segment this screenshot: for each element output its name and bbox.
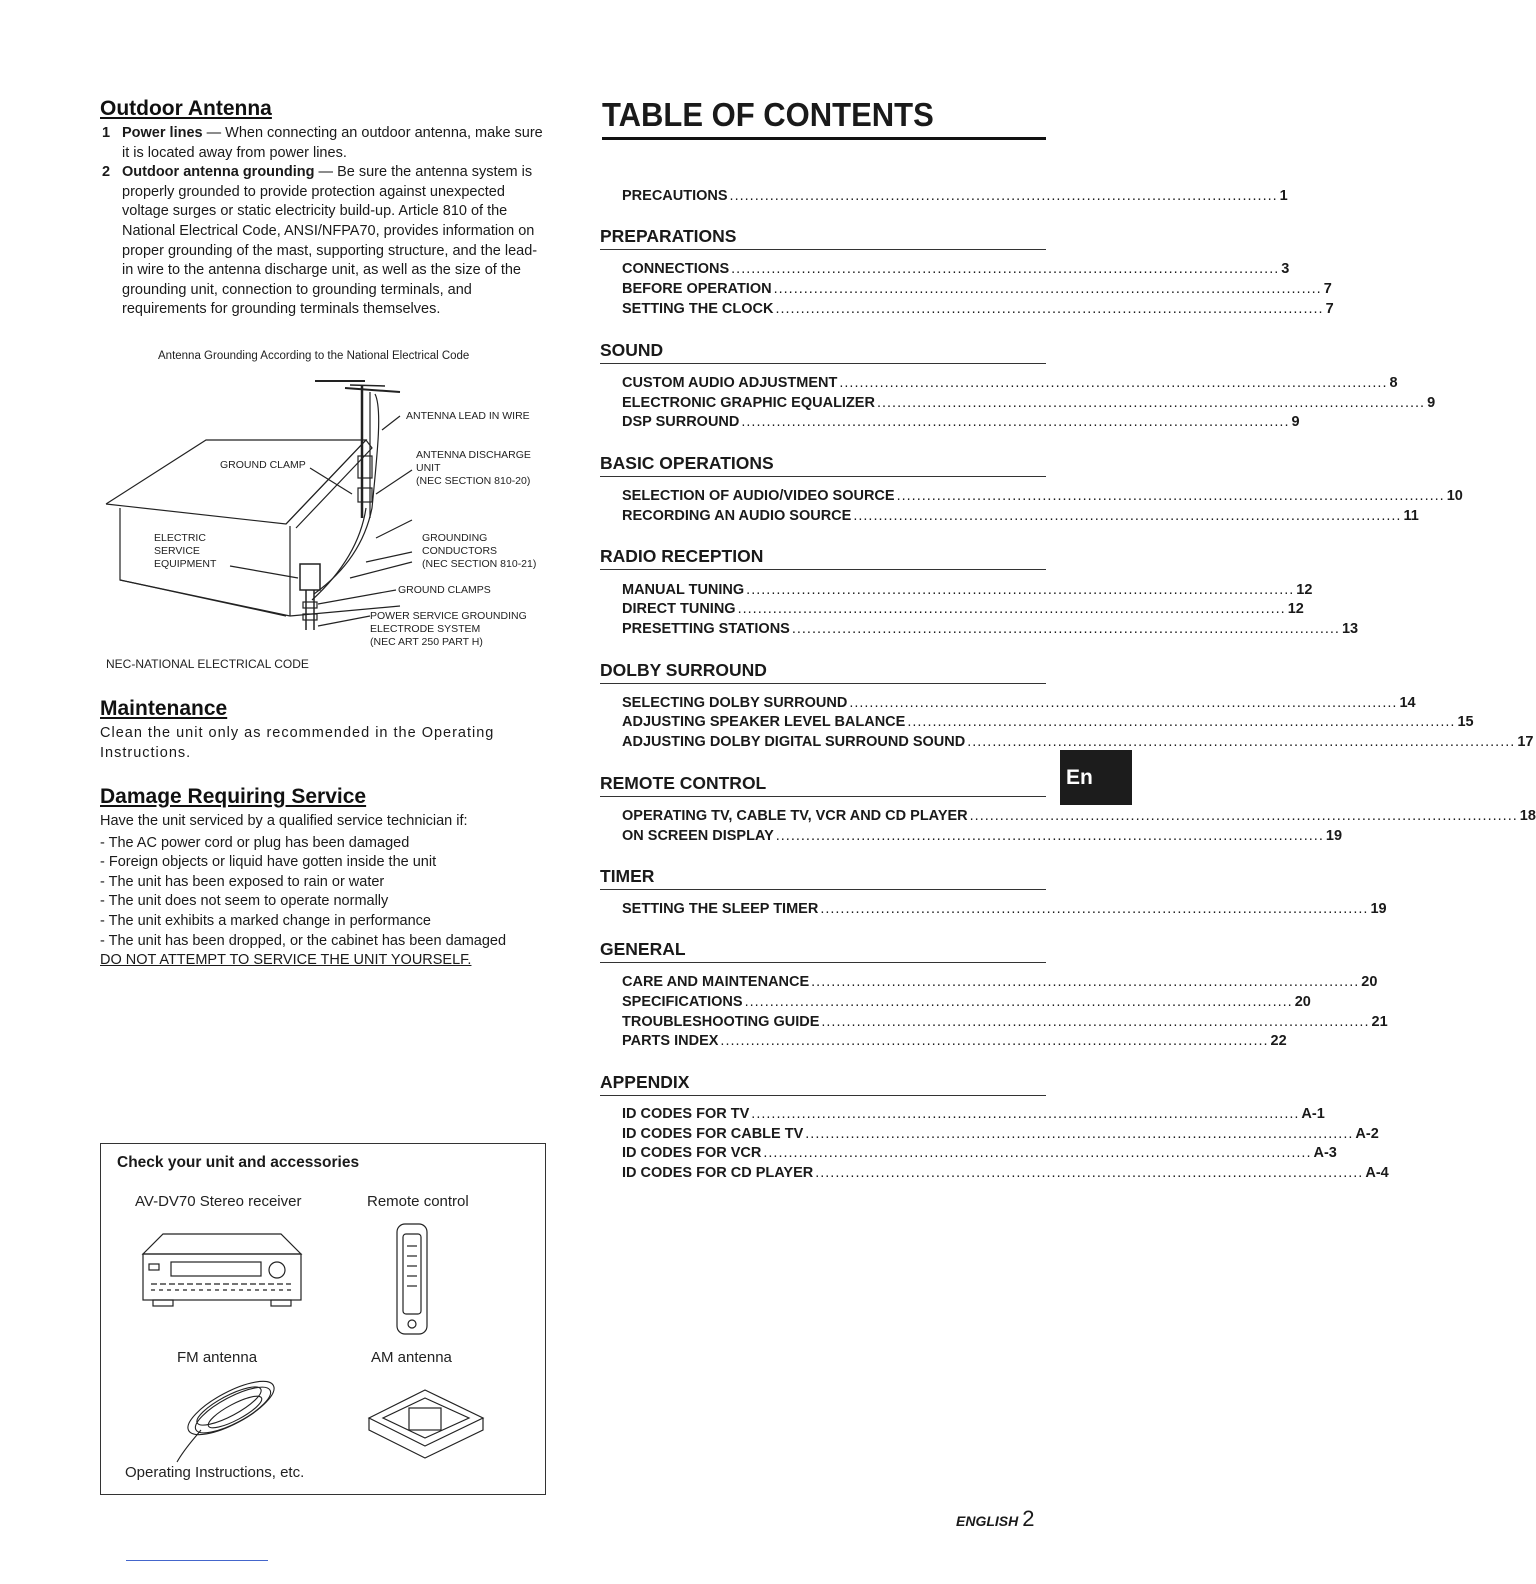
damage-title: Damage Requiring Service bbox=[100, 785, 367, 808]
outdoor-antenna-title: Outdoor Antenna bbox=[100, 97, 272, 120]
fm-antenna-image bbox=[171, 1378, 291, 1464]
dot-leader: ............................................................................................................. bbox=[876, 395, 1426, 411]
toc-heading-remote-control: REMOTE CONTROL bbox=[600, 772, 1046, 797]
label-power-2: ELECTRODE SYSTEM bbox=[370, 623, 481, 635]
toc-entry[interactable] bbox=[622, 506, 1419, 526]
label-lead-in-wire: ANTENNA LEAD IN WIRE bbox=[406, 410, 530, 422]
toc-entry[interactable] bbox=[622, 619, 1359, 639]
toc-entry[interactable] bbox=[622, 580, 1313, 600]
dot-leader: ............................................................................................................. bbox=[791, 621, 1340, 637]
outdoor-antenna-list bbox=[100, 124, 548, 320]
toc-entry-title: TROUBLESHOOTING GUIDE bbox=[622, 1014, 820, 1030]
toc-entry[interactable] bbox=[622, 1163, 1389, 1183]
toc-entry-page: 7 bbox=[1323, 281, 1332, 297]
toc-entry-title: ID CODES FOR TV bbox=[622, 1106, 750, 1122]
toc-entry[interactable] bbox=[622, 899, 1387, 919]
toc-entry-title: OPERATING TV, CABLE TV, VCR AND CD PLAYER bbox=[622, 808, 968, 824]
toc-entry[interactable] bbox=[622, 826, 1343, 846]
toc-title-rule bbox=[602, 137, 1046, 140]
dot-leader: ............................................................................................................. bbox=[741, 414, 1290, 430]
toc-entry-page: 20 bbox=[1294, 994, 1311, 1010]
list-item bbox=[100, 124, 548, 163]
dot-leader: ............................................................................................................. bbox=[820, 901, 1369, 917]
bottom-rule bbox=[126, 1560, 268, 1561]
language-tab: En bbox=[1060, 750, 1132, 805]
toc-entry-title: ELECTRONIC GRAPHIC EQUALIZER bbox=[622, 395, 875, 411]
toc-entry-title: ADJUSTING SPEAKER LEVEL BALANCE bbox=[622, 714, 906, 730]
footer-language: ENGLISH bbox=[956, 1513, 1019, 1529]
dot-leader: ............................................................................................................. bbox=[967, 734, 1516, 750]
label-power-3: (NEC ART 250 PART H) bbox=[370, 636, 483, 648]
dot-leader: ............................................................................................................. bbox=[811, 974, 1360, 990]
toc-entry-title: CONNECTIONS bbox=[622, 261, 730, 277]
toc-entry-page: 11 bbox=[1403, 508, 1419, 524]
dot-leader: ............................................................................................................. bbox=[896, 488, 1445, 504]
dot-leader: ............................................................................................................. bbox=[815, 1165, 1364, 1181]
damage-list bbox=[100, 834, 548, 952]
item-text: — When connecting an outdoor antenna, make sure it is located away from power lines. bbox=[122, 125, 543, 161]
toc-entry[interactable] bbox=[622, 299, 1334, 319]
maintenance-title: Maintenance bbox=[100, 697, 228, 720]
accessories-title: Check your unit and accessories bbox=[117, 1154, 360, 1171]
label-discharge-3: (NEC SECTION 810-20) bbox=[416, 475, 531, 487]
toc-entry[interactable] bbox=[622, 393, 1436, 413]
toc-entry-precautions[interactable] bbox=[622, 186, 1288, 206]
toc-entry[interactable] bbox=[622, 712, 1474, 732]
toc-entry-page: 22 bbox=[1270, 1033, 1287, 1049]
toc-entry[interactable] bbox=[622, 259, 1290, 279]
list-item: - The AC power cord or plug has been damaged bbox=[100, 834, 410, 851]
dot-leader: ............................................................................................................. bbox=[729, 188, 1278, 204]
damage-warning: DO NOT ATTEMPT TO SERVICE THE UNIT YOURSELF. bbox=[100, 952, 472, 969]
toc-entry-title: SELECTING DOLBY SURROUND bbox=[622, 695, 848, 711]
dot-leader: ............................................................................................................. bbox=[775, 301, 1324, 317]
item-lead: Power lines bbox=[122, 125, 203, 141]
toc-entry-title: SETTING THE CLOCK bbox=[622, 301, 774, 317]
toc-heading-timer: TIMER bbox=[600, 865, 1046, 890]
toc-entry-title: ID CODES FOR VCR bbox=[622, 1145, 762, 1161]
item-number: 1 bbox=[102, 125, 111, 141]
toc-entry-title: PRECAUTIONS bbox=[622, 188, 728, 204]
remote-label: Remote control bbox=[367, 1193, 469, 1210]
toc-entry-title: PARTS INDEX bbox=[622, 1033, 719, 1049]
toc-entry[interactable] bbox=[622, 732, 1534, 752]
label-power-1: POWER SERVICE GROUNDING bbox=[370, 610, 527, 622]
toc-entry[interactable] bbox=[622, 1143, 1337, 1163]
toc-entry-page: A-2 bbox=[1355, 1126, 1379, 1142]
label-electric-2: SERVICE bbox=[154, 545, 200, 557]
toc-entry[interactable] bbox=[622, 992, 1311, 1012]
toc-entry-title: DIRECT TUNING bbox=[622, 601, 736, 617]
toc-entry-title: SELECTION OF AUDIO/VIDEO SOURCE bbox=[622, 488, 895, 504]
toc-entry-title: PRESETTING STATIONS bbox=[622, 621, 790, 637]
toc-entry-page: 13 bbox=[1341, 621, 1359, 637]
dot-leader: ............................................................................................................. bbox=[773, 281, 1322, 297]
damage-section bbox=[100, 784, 548, 971]
dot-leader: ............................................................................................................. bbox=[839, 375, 1388, 391]
nec-note: NEC-NATIONAL ELECTRICAL CODE bbox=[106, 657, 309, 671]
maintenance-text: Clean the unit only as recommended in the Operating Instructions. bbox=[100, 725, 495, 761]
toc-entry-page: A-3 bbox=[1313, 1145, 1337, 1161]
toc-entry-page: A-4 bbox=[1365, 1165, 1389, 1181]
toc-entry[interactable] bbox=[622, 373, 1398, 393]
toc-entry-title: ID CODES FOR CD PLAYER bbox=[622, 1165, 814, 1181]
toc-entry-page: 7 bbox=[1325, 301, 1334, 317]
label-electric-3: EQUIPMENT bbox=[154, 558, 217, 570]
dot-leader: ............................................................................................................. bbox=[849, 695, 1398, 711]
toc-entry[interactable] bbox=[622, 1031, 1287, 1051]
toc-entry[interactable] bbox=[622, 806, 1536, 826]
label-discharge-1: ANTENNA DISCHARGE bbox=[416, 449, 531, 461]
dot-leader: ............................................................................................................. bbox=[821, 1014, 1370, 1030]
roof-outline bbox=[106, 440, 366, 524]
toc-entry[interactable] bbox=[622, 1104, 1325, 1124]
list-item: - Foreign objects or liquid have gotten inside the unit bbox=[100, 854, 437, 871]
label-discharge-2: UNIT bbox=[416, 462, 441, 474]
toc-heading-sound: SOUND bbox=[600, 339, 1046, 364]
receiver-image bbox=[141, 1232, 303, 1310]
dot-leader: ............................................................................................................. bbox=[746, 582, 1295, 598]
remote-control-image bbox=[393, 1222, 433, 1338]
toc-entry[interactable] bbox=[622, 972, 1378, 992]
toc-entry-title: SPECIFICATIONS bbox=[622, 994, 743, 1010]
toc-entry-title: BEFORE OPERATION bbox=[622, 281, 772, 297]
outdoor-antenna-section bbox=[100, 96, 548, 320]
maintenance-section bbox=[100, 696, 548, 763]
list-item: - The unit exhibits a marked change in performance bbox=[100, 912, 431, 929]
label-grounding-2: CONDUCTORS bbox=[422, 545, 498, 557]
label-grounding-1: GROUNDING bbox=[422, 532, 488, 544]
item-number: 2 bbox=[102, 164, 111, 181]
dot-leader: ............................................................................................................. bbox=[737, 601, 1286, 617]
toc-entry-page: 18 bbox=[1519, 808, 1536, 824]
toc-entry[interactable] bbox=[622, 279, 1332, 299]
toc-entry-page: 21 bbox=[1371, 1014, 1388, 1030]
toc-entry[interactable] bbox=[622, 412, 1300, 432]
toc-heading-radio-reception: RADIO RECEPTION bbox=[600, 545, 1046, 570]
antenna-grounding-diagram bbox=[100, 368, 550, 658]
label-grounding-3: (NEC SECTION 810-21) bbox=[422, 558, 537, 570]
toc-entry-page: 9 bbox=[1427, 395, 1436, 411]
diagram-caption: Antenna Grounding According to the National Electrical Code bbox=[158, 350, 470, 362]
dot-leader: ............................................................................................................. bbox=[853, 508, 1402, 524]
item-lead: Outdoor antenna grounding bbox=[122, 164, 315, 181]
toc-heading-appendix: APPENDIX bbox=[600, 1071, 1046, 1096]
toc-entry-page: 17 bbox=[1517, 734, 1534, 750]
damage-intro: Have the unit serviced by a qualified service technician if: bbox=[100, 813, 468, 829]
am-antenna-image bbox=[365, 1388, 487, 1466]
toc-entry-title: ID CODES FOR CABLE TV bbox=[622, 1126, 804, 1142]
toc-entry-title: MANUAL TUNING bbox=[622, 582, 745, 598]
label-ground-clamp: GROUND CLAMP bbox=[220, 459, 306, 471]
toc-heading-preparations: PREPARATIONS bbox=[600, 225, 1046, 250]
toc-entry[interactable] bbox=[622, 599, 1304, 619]
dot-leader: ............................................................................................................. bbox=[751, 1106, 1300, 1122]
list-item: - The unit does not seem to operate normally bbox=[100, 893, 389, 910]
dot-leader: ............................................................................................................. bbox=[763, 1145, 1312, 1161]
toc-entry[interactable] bbox=[622, 1124, 1379, 1144]
toc-entry-page: 19 bbox=[1370, 901, 1387, 917]
toc-entry-title: DSP SURROUND bbox=[622, 414, 740, 430]
toc-heading-dolby-surround: DOLBY SURROUND bbox=[600, 659, 1046, 684]
toc-entry-title: CARE AND MAINTENANCE bbox=[622, 974, 810, 990]
toc-entry-page: 15 bbox=[1457, 714, 1474, 730]
page-number: 2 bbox=[1022, 1506, 1035, 1531]
dot-leader: ............................................................................................................. bbox=[805, 1126, 1354, 1142]
dot-leader: ............................................................................................................. bbox=[907, 714, 1456, 730]
label-electric-1: ELECTRIC bbox=[154, 532, 206, 544]
toc-entry-page: 14 bbox=[1399, 695, 1416, 711]
toc-entry-page: A-1 bbox=[1301, 1106, 1325, 1122]
toc-entry-title: CUSTOM AUDIO ADJUSTMENT bbox=[622, 375, 838, 391]
toc-entry-page: 19 bbox=[1325, 828, 1343, 844]
toc-entry-title: ADJUSTING DOLBY DIGITAL SURROUND SOUND bbox=[622, 734, 966, 750]
toc-entry-page: 3 bbox=[1281, 261, 1290, 277]
dot-leader: ............................................................................................................. bbox=[731, 261, 1280, 277]
toc-entry-page: 9 bbox=[1291, 414, 1300, 430]
receiver-label: AV-DV70 Stereo receiver bbox=[135, 1193, 302, 1210]
toc-entry-page: 12 bbox=[1296, 582, 1313, 598]
list-item: - The unit has been dropped, or the cabinet has been damaged bbox=[100, 932, 507, 949]
label-ground-clamps: GROUND CLAMPS bbox=[398, 584, 491, 596]
toc-entry-page: 12 bbox=[1287, 601, 1304, 617]
toc-entry-title: ON SCREEN DISPLAY bbox=[622, 828, 774, 844]
dot-leader: ............................................................................................................. bbox=[720, 1033, 1269, 1049]
page-footer bbox=[956, 1506, 1034, 1532]
toc-heading-basic-operations: BASIC OPERATIONS bbox=[600, 452, 1046, 477]
toc-entry-title: SETTING THE SLEEP TIMER bbox=[622, 901, 819, 917]
dot-leader: ............................................................................................................. bbox=[744, 994, 1293, 1010]
fm-antenna-label: FM antenna bbox=[177, 1349, 258, 1366]
toc-heading-general: GENERAL bbox=[600, 938, 1046, 963]
toc-entry-title: RECORDING AN AUDIO SOURCE bbox=[622, 508, 852, 524]
docs-label: Operating Instructions, etc. bbox=[125, 1464, 305, 1481]
dot-leader: ............................................................................................................. bbox=[969, 808, 1518, 824]
dot-leader: ............................................................................................................. bbox=[775, 828, 1324, 844]
toc-entry-page: 1 bbox=[1279, 188, 1288, 204]
toc-entry[interactable] bbox=[622, 486, 1463, 506]
item-text: — Be sure the antenna system is properly grounded to provide protection against unexpected voltage surges or static electricity build-up. Article 810 of the National Electrical Code, ANSI/NFPA70, provides information on proper grounding of the mast, supporting structure, and the lead-in wire to the antenna discharge unit, as well as the size of the grounding unit, connection to grounding terminals, and requirements for grounding terminals themselves. bbox=[122, 164, 538, 318]
list-item bbox=[100, 163, 548, 320]
toc-entry-page: 20 bbox=[1361, 974, 1378, 990]
toc-title: TABLE OF CONTENTS bbox=[602, 96, 934, 134]
am-antenna-label: AM antenna bbox=[371, 1349, 452, 1366]
toc-entry-page: 8 bbox=[1389, 375, 1398, 391]
toc-entry[interactable] bbox=[622, 693, 1416, 713]
toc-entry[interactable] bbox=[622, 1012, 1388, 1032]
toc-entry-page: 10 bbox=[1446, 488, 1463, 504]
accessories-box bbox=[100, 1143, 546, 1495]
list-item: - The unit has been exposed to rain or water bbox=[100, 873, 385, 890]
